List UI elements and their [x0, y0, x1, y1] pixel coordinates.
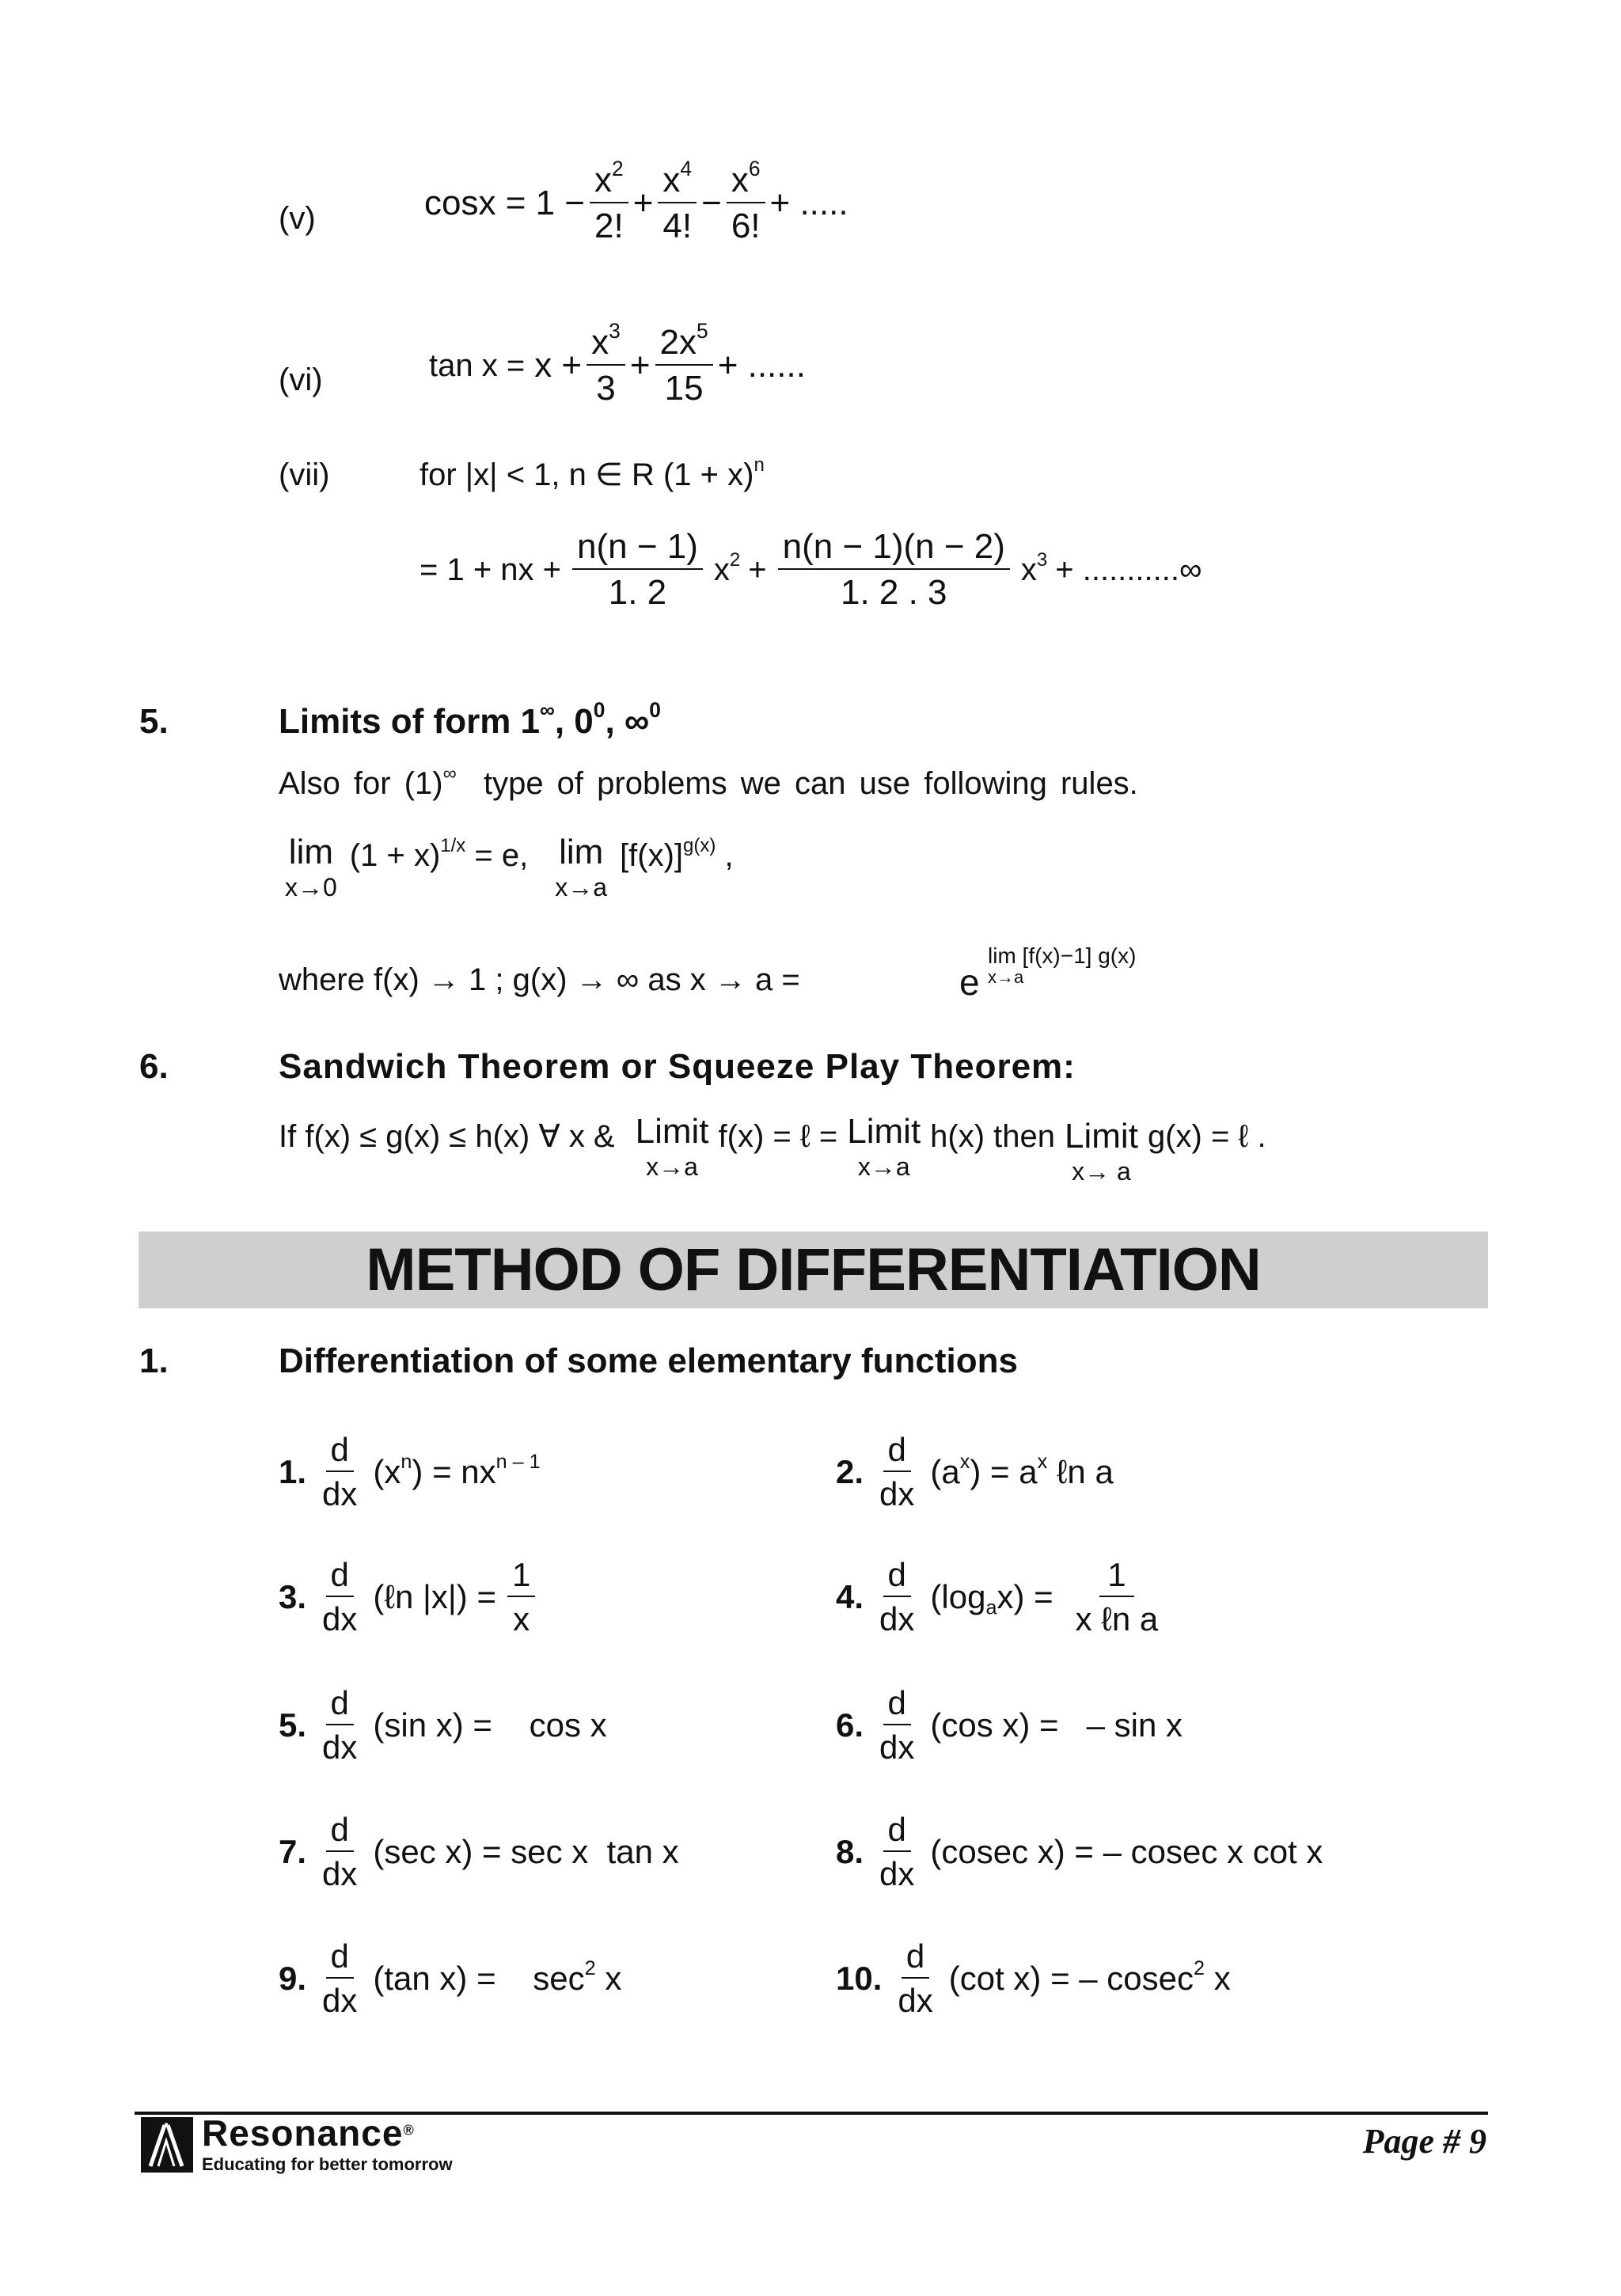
section-5-title: Limits of form 1∞, $0^0$, ∞$^0$ [279, 698, 661, 741]
section-6-title: Sandwich Theorem or Squeeze Play Theorem: [279, 1047, 1076, 1086]
section-5-intro: Also for (1)∞ type of problems we can use following rules. [279, 763, 1138, 801]
formula-8: 8. $\frac{d}{dx}$ (cosec x) = – cosec x cot x [836, 1811, 1323, 1893]
sandwich-limit-3: Limit x→ a [1065, 1117, 1138, 1186]
diff-section-title: Differentiation of some elementary functions [279, 1342, 1018, 1380]
cos-term-3: $\frac{x^6}{6!}$ [727, 162, 765, 245]
cos-tail: + ..... [769, 184, 848, 223]
lim-x-to-a: lim x→a [555, 833, 608, 901]
where-condition: where f(x) → 1 ; g(x) → ∞ as x → a = [279, 962, 800, 997]
binomial-coef-3: $\frac{n(n - 1)(n - 2)}{1. 2 . 3}$ [778, 529, 1010, 611]
tan-term-2: $\frac{2x^5}{15}$ [655, 324, 713, 407]
sandwich-statement: If f(x) ≤ g(x) ≤ h(x) ∀ x & Limit x→a f(x) = ℓ = Limit x→a h(x) then Limit x→ a g(x) = ℓ . [279, 1112, 1266, 1186]
diff-section-number: 1. [139, 1342, 169, 1380]
e-power-expression: e lim [f(x)−1] g(x) x→a [959, 943, 1137, 1003]
binomial-condition: for |x| < 1, n ∈ R $(1 + x)^n$ [419, 454, 765, 492]
cos-term-2: $\frac{x^4}{4!}$ [658, 162, 697, 245]
cos-op-1: + [632, 184, 654, 223]
formula-4: 4. $\frac{d}{dx}$ $(\log_ax)$ = $\frac{1}{\text{x ℓn a}}$ [836, 1556, 1159, 1638]
limit-rules: lim x→0 $(1 + x)^{1/x} = e$, lim x→a $[f(x)]^{g(x)}$ , [285, 833, 734, 901]
binomial-coef-2: $\frac{n(n - 1)}{1. 2}$ [572, 529, 703, 611]
lim-x-to-0: lim x→0 [285, 833, 337, 901]
formula-9: 9. $\frac{d}{dx}$ (tan x) = $\sec^2 x$ [279, 1937, 622, 2020]
cos-series [424, 157, 848, 246]
formula-2: 2. $\frac{d}{dx}$ $(a^x) = a^x$ ℓn a [836, 1431, 1114, 1513]
cos-lhs: cosx = 1 − [424, 184, 586, 223]
item-label-vii: (vii) [279, 457, 330, 492]
page-number: Page # 9 [1362, 2122, 1486, 2161]
formula-6: 6. $\frac{d}{dx}$ (cos x) = – sin x [836, 1684, 1183, 1767]
tan-tail: + ...... [717, 346, 806, 385]
item-label-v: (v) [279, 201, 316, 236]
resonance-logo-icon [141, 2117, 193, 2173]
tan-series [429, 319, 806, 408]
formula-7: 7. $\frac{d}{dx}$ (sec x) = sec x tan x [279, 1811, 679, 1893]
binomial-expansion: = 1 + nx + $\frac{n(n - 1)}{1. 2}$ $x^2$ + $\frac{n(n - 1)(n - 2)}{1. 2 . 3}$ $x^3$ + ...........∞ [419, 527, 1202, 613]
formula-3: 3. $\frac{d}{dx}$ (ℓn |x|) = $\frac{1}{x}$ [279, 1558, 540, 1637]
brand-name: Resonance® [202, 2112, 415, 2154]
formula-1: 1. $\frac{d}{dx}$ $(x^n) = nx^{n - 1}$ [279, 1431, 541, 1513]
formula-10: 10. $\frac{d}{dx}$ (cot x) = – cosec$^2$ x [836, 1937, 1231, 2020]
brand-tagline: Educating for better tomorrow [202, 2154, 453, 2174]
section-6-number: 6. [139, 1047, 169, 1086]
cos-term-1: $\frac{x^2}{2!}$ [590, 162, 628, 245]
sandwich-limit-2: Limit x→a [847, 1112, 921, 1181]
tan-op-1: + [629, 346, 651, 385]
formula-5: 5. $\frac{d}{dx}$ (sin x) = cos x [279, 1684, 607, 1767]
tan-lhs: tan x = [429, 348, 526, 384]
section-5-number: 5. [139, 702, 169, 741]
banner-title: METHOD OF DIFFERENTIATION [366, 1236, 1261, 1304]
cos-op-2: − [701, 184, 722, 223]
item-label-vi: (vi) [279, 362, 323, 397]
tan-x: x + [534, 346, 583, 385]
sandwich-limit-1: Limit x→a [635, 1112, 709, 1181]
tan-term-1: $\frac{x^3}{3}$ [587, 324, 625, 407]
